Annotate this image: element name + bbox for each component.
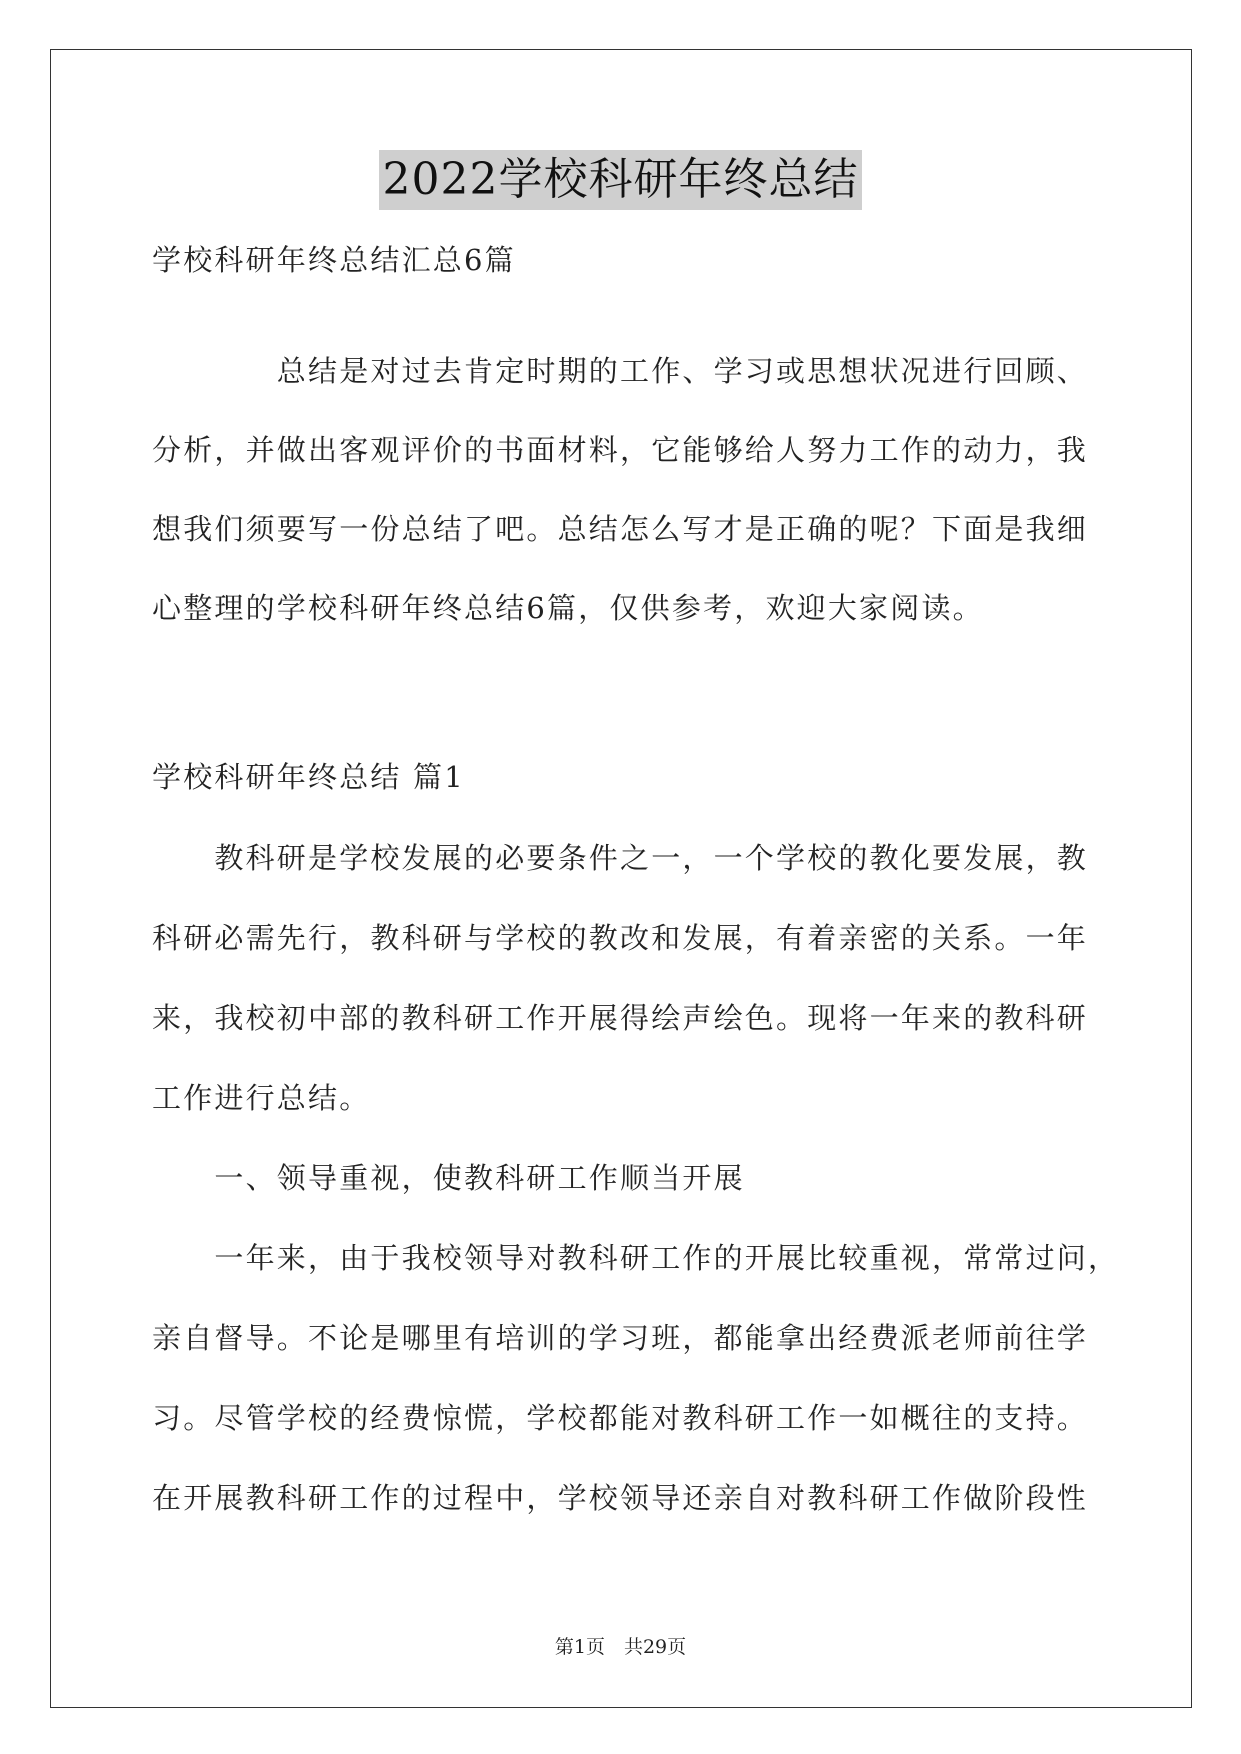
title-container	[0, 150, 1241, 210]
paragraph-line: 习。尽管学校的经费惊慌，学校都能对教科研工作一如概往的支持。	[152, 1401, 1089, 1435]
page-border	[50, 49, 1192, 1708]
paragraph-line: 在开展教科研工作的过程中，学校领导还亲自对教科研工作做阶段性	[152, 1481, 1089, 1515]
section-heading: 学校科研年终总结 篇1	[152, 760, 465, 794]
paragraph-line: 想我们须要写一份总结了吧。总结怎么写才是正确的呢？下面是我细	[152, 512, 1089, 546]
paragraph-line: 心整理的学校科研年终总结6篇，仅供参考，欢迎大家阅读。	[152, 591, 984, 625]
paragraph-line: 亲自督导。不论是哪里有培训的学习班，都能拿出经费派老师前往学	[152, 1321, 1089, 1355]
paragraph-line: 教科研是学校发展的必要条件之一，一个学校的教化要发展，教	[152, 841, 1089, 875]
document-title: 2022学校科研年终总结	[379, 150, 863, 210]
paragraph-line: 来，我校初中部的教科研工作开展得绘声绘色。现将一年来的教科研	[152, 1001, 1089, 1035]
subsection-heading: 一、领导重视，使教科研工作顺当开展	[152, 1161, 745, 1195]
paragraph-line: 科研必需先行，教科研与学校的教改和发展，有着亲密的关系。一年	[152, 921, 1089, 955]
subtitle-line: 学校科研年终总结汇总6篇	[152, 243, 516, 277]
paragraph-line: 分析，并做出客观评价的书面材料，它能够给人努力工作的动力，我	[152, 433, 1089, 467]
paragraph-line: 总结是对过去肯定时期的工作、学习或思想状况进行回顾、	[152, 354, 1089, 388]
paragraph-line: 一年来，由于我校领导对教科研工作的开展比较重视，常常过问，	[152, 1241, 1120, 1275]
page-number-footer: 第1页 共29页	[554, 1636, 687, 1658]
paragraph-line: 工作进行总结。	[152, 1081, 371, 1115]
